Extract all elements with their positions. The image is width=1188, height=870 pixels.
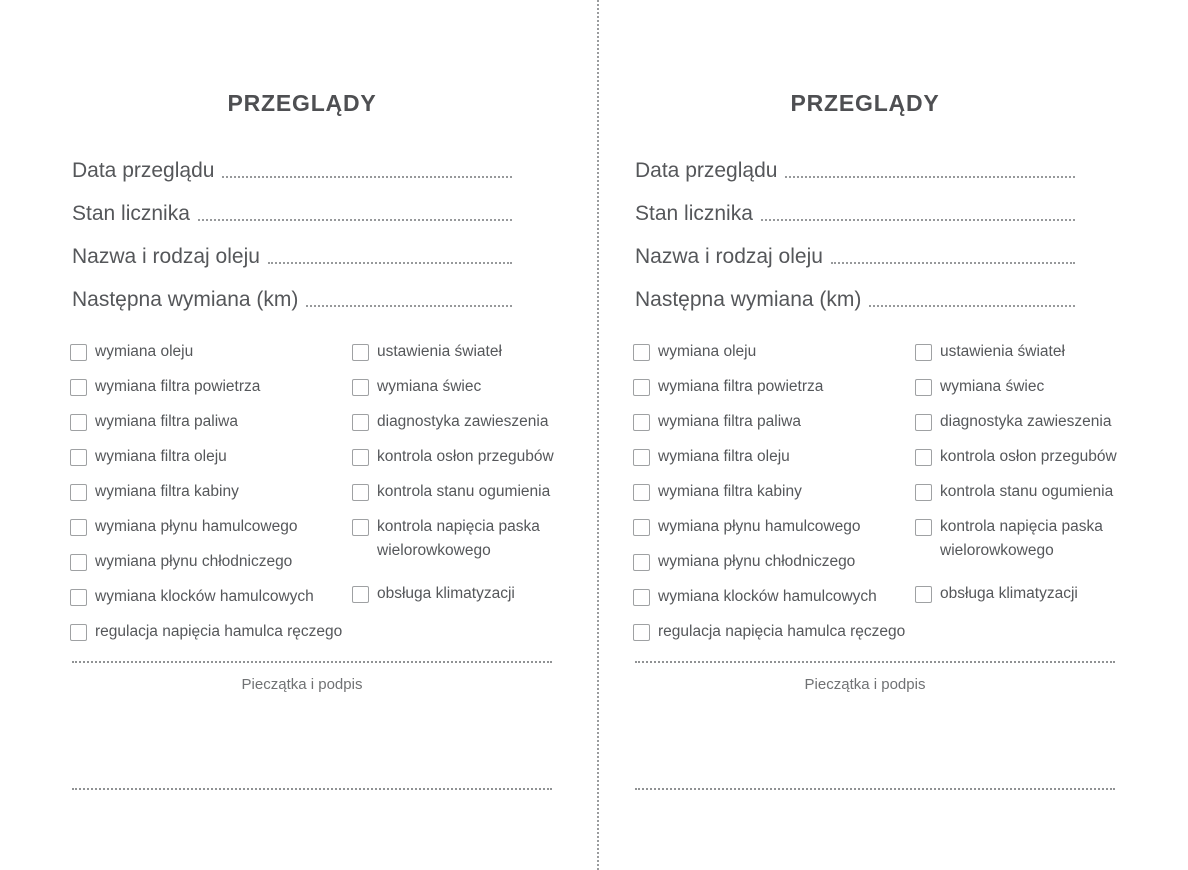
checklist-item (352, 480, 557, 504)
checklist-item (915, 410, 1120, 434)
checkbox-icon[interactable] (915, 449, 932, 466)
checklist-item (633, 445, 915, 469)
checkbox-icon[interactable] (70, 414, 87, 431)
checklist-label: kontrola stanu ogumienia (940, 483, 1114, 500)
field-row-odometer (635, 192, 1075, 235)
checkbox-icon[interactable] (70, 519, 87, 536)
checklist-label: wymiana świec (377, 378, 482, 395)
fields-section (635, 149, 1075, 321)
checklist-label: diagnostyka zawieszenia (377, 413, 549, 430)
field-label: Data przeglądu (72, 158, 215, 182)
checklist-item (633, 375, 915, 399)
page-right (563, 0, 1157, 870)
checklist-label: wymiana oleju (95, 343, 194, 360)
checkbox-icon[interactable] (633, 449, 650, 466)
checkbox-icon[interactable] (633, 519, 650, 536)
checkbox-icon[interactable] (915, 414, 932, 431)
checklist-item (352, 375, 557, 399)
checklist-column-left (633, 340, 915, 655)
checkbox-icon[interactable] (915, 586, 932, 603)
checklist-item (633, 550, 915, 574)
write-in-line[interactable] (268, 262, 512, 264)
checklist-label: kontrola osłon przegubów (940, 448, 1117, 465)
checkbox-icon[interactable] (352, 519, 369, 536)
checkbox-icon[interactable] (70, 554, 87, 571)
checkbox-icon[interactable] (633, 484, 650, 501)
field-row-odometer (72, 192, 512, 235)
write-in-line[interactable] (869, 305, 1075, 307)
field-label: Nazwa i rodzaj oleju (635, 244, 823, 268)
checklist-label: wymiana klocków hamulcowych (95, 588, 314, 605)
checklist-item (70, 585, 352, 609)
signature-caption: Pieczątka i podpis (804, 676, 926, 693)
checklist-label: wymiana płynu chłodniczego (95, 553, 293, 570)
checkbox-icon[interactable] (633, 624, 650, 641)
checkbox-icon[interactable] (633, 344, 650, 361)
checklist (633, 340, 1123, 655)
checklist-label: obsługa klimatyzacji (377, 585, 515, 602)
checklist-item (70, 340, 352, 364)
checklist-item (70, 410, 352, 434)
checklist-item (915, 340, 1120, 364)
signature-caption: Pieczątka i podpis (241, 676, 363, 693)
checklist-label: obsługa klimatyzacji (940, 585, 1078, 602)
checklist-label: wymiana płynu chłodniczego (658, 553, 856, 570)
checklist-label: wymiana filtra kabiny (95, 483, 239, 500)
checklist-item (633, 620, 915, 644)
checkbox-icon[interactable] (70, 589, 87, 606)
checklist-item (70, 515, 352, 539)
checkbox-icon[interactable] (352, 379, 369, 396)
checklist-item (70, 550, 352, 574)
checkbox-icon[interactable] (633, 554, 650, 571)
checklist-label: kontrola stanu ogumienia (377, 483, 551, 500)
checklist-item (352, 515, 557, 563)
checklist-item (633, 480, 915, 504)
checklist-item (915, 480, 1120, 504)
write-in-line[interactable] (222, 176, 512, 178)
write-in-line[interactable] (831, 262, 1075, 264)
checklist-label: wymiana płynu hamulcowego (658, 518, 861, 535)
checklist-label: wymiana filtra powietrza (95, 378, 261, 395)
checklist-item (352, 410, 557, 434)
field-label: Stan licznika (72, 201, 190, 225)
checkbox-icon[interactable] (915, 344, 932, 361)
stamp-signature-line (635, 661, 1115, 663)
checklist-item (915, 582, 1120, 606)
checklist-item (352, 582, 557, 606)
checklist-column-right (352, 340, 557, 655)
checklist-label: regulacja napięcia hamulca ręczego (95, 623, 343, 640)
checklist-item (915, 515, 1120, 563)
checkbox-icon[interactable] (915, 519, 932, 536)
page-title: PRZEGLĄDY (790, 90, 940, 116)
checklist-item (633, 410, 915, 434)
checkbox-icon[interactable] (915, 484, 932, 501)
checkbox-icon[interactable] (352, 484, 369, 501)
checklist-label: ustawienia świateł (940, 343, 1065, 360)
write-in-line[interactable] (785, 176, 1075, 178)
bottom-line (72, 788, 552, 790)
checklist-label: wymiana filtra kabiny (658, 483, 802, 500)
checklist-item (70, 375, 352, 399)
checklist-item (915, 375, 1120, 399)
checklist-item (915, 445, 1120, 469)
stamp-signature-line (72, 661, 552, 663)
checklist-label: wymiana klocków hamulcowych (658, 588, 877, 605)
checklist-label: wymiana płynu hamulcowego (95, 518, 298, 535)
field-row-inspection-date (72, 149, 512, 192)
checkbox-icon[interactable] (352, 414, 369, 431)
checklist-item (352, 340, 557, 364)
field-label: Następna wymiana (km) (72, 287, 299, 311)
checklist-label: wymiana filtra powietrza (658, 378, 824, 395)
checklist-label: regulacja napięcia hamulca ręczego (658, 623, 906, 640)
page-fold-divider (597, 0, 599, 870)
field-row-oil-type (72, 235, 512, 278)
checkbox-icon[interactable] (633, 589, 650, 606)
checkbox-icon[interactable] (352, 344, 369, 361)
checklist-column-right (915, 340, 1120, 655)
checklist-item (633, 340, 915, 364)
checklist-item (633, 585, 915, 609)
write-in-line[interactable] (198, 219, 512, 221)
checklist-label: wymiana świec (940, 378, 1045, 395)
checkbox-icon[interactable] (352, 586, 369, 603)
checkbox-icon[interactable] (70, 379, 87, 396)
checklist-label: kontrola napięcia paska wielorowkowego (377, 518, 540, 559)
checklist-label: ustawienia świateł (377, 343, 502, 360)
write-in-line[interactable] (761, 219, 1075, 221)
checklist-item (352, 445, 557, 469)
checkbox-icon[interactable] (633, 379, 650, 396)
bottom-line (635, 788, 1115, 790)
checklist-label: wymiana filtra oleju (658, 448, 790, 465)
write-in-line[interactable] (306, 305, 512, 307)
checklist-item (70, 480, 352, 504)
field-label: Stan licznika (635, 201, 753, 225)
checklist-label: kontrola napięcia paska wielorowkowego (940, 518, 1103, 559)
checkbox-icon[interactable] (633, 414, 650, 431)
checklist-item (70, 445, 352, 469)
checklist-item (633, 515, 915, 539)
checkbox-icon[interactable] (70, 344, 87, 361)
field-row-next-change (72, 278, 512, 321)
field-row-next-change (635, 278, 1075, 321)
fields-section (72, 149, 512, 321)
field-label: Data przeglądu (635, 158, 778, 182)
checklist-label: kontrola osłon przegubów (377, 448, 554, 465)
checkbox-icon[interactable] (70, 449, 87, 466)
checklist-column-left (70, 340, 352, 655)
checklist (70, 340, 560, 655)
checklist-item (70, 620, 352, 644)
checkbox-icon[interactable] (70, 484, 87, 501)
checklist-label: wymiana oleju (658, 343, 757, 360)
checklist-label: wymiana filtra oleju (95, 448, 227, 465)
field-row-inspection-date (635, 149, 1075, 192)
checkbox-icon[interactable] (70, 624, 87, 641)
field-row-oil-type (635, 235, 1075, 278)
checkbox-icon[interactable] (915, 379, 932, 396)
checklist-label: wymiana filtra paliwa (95, 413, 238, 430)
checkbox-icon[interactable] (352, 449, 369, 466)
field-label: Nazwa i rodzaj oleju (72, 244, 260, 268)
page-title: PRZEGLĄDY (227, 90, 377, 116)
field-label: Następna wymiana (km) (635, 287, 862, 311)
checklist-label: diagnostyka zawieszenia (940, 413, 1112, 430)
checklist-label: wymiana filtra paliwa (658, 413, 801, 430)
